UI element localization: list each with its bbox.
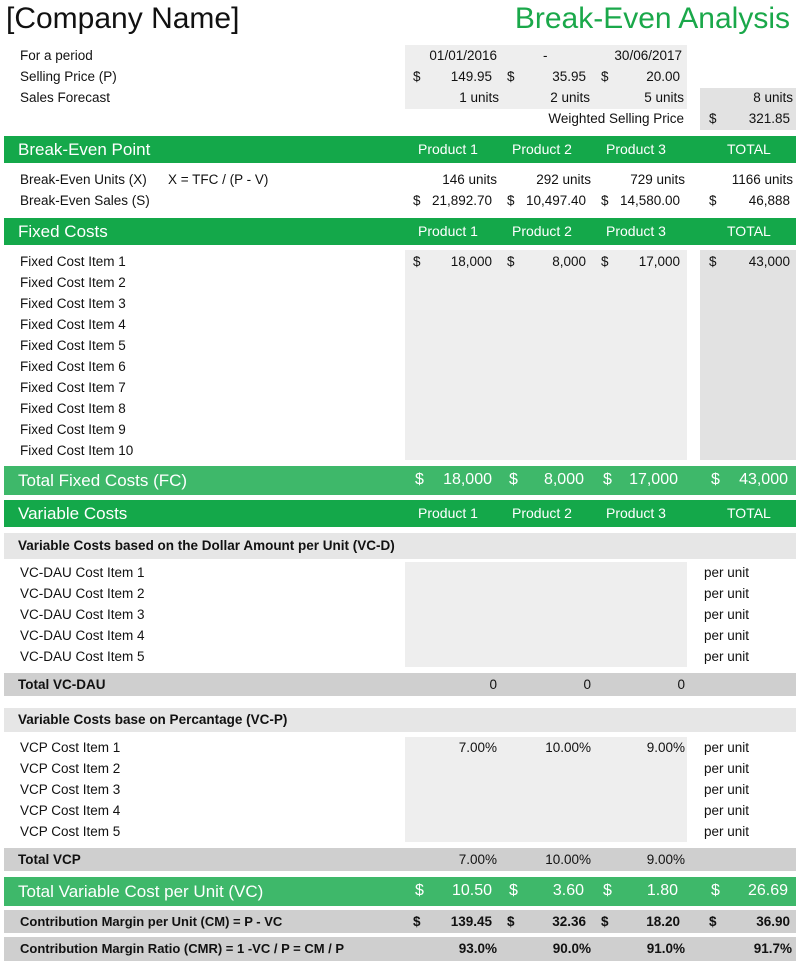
vcd-total-p1: 0	[489, 677, 497, 692]
tvc-p3: 1.80	[646, 882, 678, 899]
fixed-cost-item-label: Fixed Cost Item 9	[20, 422, 126, 437]
currency: $	[603, 882, 612, 899]
fixed-item1-p3[interactable]: 17,000	[638, 254, 680, 269]
fixed-header	[4, 218, 796, 245]
cm-p2: 32.36	[552, 914, 586, 929]
currency: $	[709, 111, 717, 126]
fixed-total-area	[700, 250, 796, 460]
col-product-1: Product 1	[418, 223, 478, 239]
price-label: Selling Price (P)	[20, 69, 117, 84]
cmr-label: Contribution Margin Ratio (CMR) = 1 -VC / P = CM / P	[20, 941, 345, 956]
currency: $	[709, 914, 717, 929]
bep-sales-p1: 21,892.70	[431, 193, 492, 208]
tvc-p1: 10.50	[451, 882, 492, 899]
fixed-cost-item-label: Fixed Cost Item 5	[20, 338, 126, 353]
wsp-label: Weighted Selling Price	[548, 111, 684, 126]
bep-units-total: 1166 units	[731, 172, 793, 187]
fixed-cost-item-label: Fixed Cost Item 4	[20, 317, 126, 332]
cmr-p2: 90.0%	[552, 941, 591, 956]
vcd-section-header	[4, 533, 796, 559]
currency: $	[413, 193, 421, 208]
vcp-total-p2: 10.00%	[545, 852, 591, 867]
fixed-total-label: Total Fixed Costs (FC)	[18, 471, 188, 490]
bep-sales-p2: 10,497.40	[525, 193, 586, 208]
vcp-cost-item-label: VCP Cost Item 3	[20, 782, 121, 797]
vcd-total-p3: 0	[677, 677, 685, 692]
fixed-input-area[interactable]	[405, 250, 687, 460]
bep-header	[4, 136, 796, 163]
bep-sales-total: 46,888	[748, 193, 790, 208]
vcp-total-p3: 9.00%	[646, 852, 685, 867]
fixed-cost-item-label: Fixed Cost Item 2	[20, 275, 126, 290]
cm-label: Contribution Margin per Unit (CM) = P - VC	[20, 914, 283, 929]
fixed-total-total: 43,000	[739, 471, 788, 488]
vcd-total-p2: 0	[583, 677, 591, 692]
per-unit-label: per unit	[704, 803, 750, 818]
cm-p3: 18.20	[646, 914, 680, 929]
tvc-label: Total Variable Cost per Unit (VC)	[18, 882, 264, 901]
vcd-title: Variable Costs based on the Dollar Amount per Unit (VC-D)	[18, 538, 395, 553]
tvc-row	[4, 877, 796, 906]
fixed-total-row	[4, 466, 796, 495]
col-product-2: Product 2	[512, 505, 572, 521]
currency: $	[507, 254, 515, 269]
bep-sales-label: Break-Even Sales (S)	[20, 193, 150, 208]
vcd-cost-item-label: VC-DAU Cost Item 5	[20, 649, 145, 664]
cm-total: 36.90	[756, 914, 790, 929]
currency: $	[413, 69, 421, 84]
currency: $	[709, 193, 717, 208]
vcd-cost-item-label: VC-DAU Cost Item 1	[20, 565, 145, 580]
currency: $	[601, 69, 609, 84]
cmr-p3: 91.0%	[646, 941, 685, 956]
col-product-2: Product 2	[512, 223, 572, 239]
page-title: Break-Even Analysis	[514, 2, 790, 35]
vcd-total-label: Total VC-DAU	[18, 677, 106, 692]
currency: $	[601, 193, 609, 208]
vcd-cost-item-label: VC-DAU Cost Item 3	[20, 607, 145, 622]
vcp-title: Variable Costs base on Percantage (VC-P)	[18, 712, 288, 727]
period-start[interactable]: 01/01/2016	[429, 48, 497, 63]
currency: $	[709, 254, 717, 269]
fixed-total-p1: 18,000	[443, 471, 492, 488]
vcp-total-label: Total VCP	[18, 852, 81, 867]
per-unit-label: per unit	[704, 565, 750, 580]
variable-header	[4, 500, 796, 527]
forecast-p3[interactable]: 5 units	[644, 90, 684, 105]
vcd-total-row	[4, 673, 796, 696]
cmr-row	[4, 937, 796, 961]
fixed-cost-item-label: Fixed Cost Item 1	[20, 254, 126, 269]
col-product-1: Product 1	[418, 141, 478, 157]
per-unit-label: per unit	[704, 761, 750, 776]
tvc-p2: 3.60	[552, 882, 584, 899]
fixed-cost-item-label: Fixed Cost Item 6	[20, 359, 126, 374]
currency: $	[415, 882, 424, 899]
currency: $	[507, 914, 515, 929]
vcd-cost-item-label: VC-DAU Cost Item 2	[20, 586, 145, 601]
fixed-total-p2: 8,000	[543, 471, 584, 488]
fixed-cost-item-label: Fixed Cost Item 10	[20, 443, 134, 458]
vcp-item1-p3[interactable]: 9.00%	[646, 740, 685, 755]
vcp-item1-p1[interactable]: 7.00%	[458, 740, 497, 755]
per-unit-label: per unit	[704, 649, 750, 664]
price-p1[interactable]: 149.95	[450, 69, 492, 84]
tvc-total: 26.69	[747, 882, 788, 899]
fixed-title: Fixed Costs	[18, 222, 108, 241]
vcp-section-header	[4, 708, 796, 732]
currency: $	[413, 254, 421, 269]
col-total: TOTAL	[727, 223, 771, 239]
vcp-item1-p2[interactable]: 10.00%	[545, 740, 591, 755]
vcd-input-area[interactable]	[405, 562, 687, 667]
forecast-label: Sales Forecast	[20, 90, 111, 105]
vcp-cost-item-label: VCP Cost Item 4	[20, 803, 121, 818]
vcd-cost-item-label: VC-DAU Cost Item 4	[20, 628, 145, 643]
bep-units-p1: 146 units	[442, 172, 497, 187]
currency: $	[601, 914, 609, 929]
bep-units-p3: 729 units	[630, 172, 685, 187]
bep-title: Break-Even Point	[18, 140, 151, 159]
currency: $	[507, 193, 515, 208]
vcp-cost-item-label: VCP Cost Item 2	[20, 761, 121, 776]
currency: $	[711, 882, 720, 899]
currency: $	[603, 471, 612, 488]
bep-formula: X = TFC / (P - V)	[168, 172, 269, 187]
col-product-3: Product 3	[606, 505, 666, 521]
vcp-cost-item-label: VCP Cost Item 1	[20, 740, 121, 755]
currency: $	[413, 914, 421, 929]
bep-units-label: Break-Even Units (X)	[20, 172, 147, 187]
fixed-cost-item-label: Fixed Cost Item 3	[20, 296, 126, 311]
wsp-value: 321.85	[748, 111, 790, 126]
period-dash: -	[543, 48, 548, 63]
currency: $	[711, 471, 720, 488]
period-end[interactable]: 30/06/2017	[614, 48, 682, 63]
fixed-cost-item-label: Fixed Cost Item 8	[20, 401, 126, 416]
period-label: For a period	[20, 48, 93, 63]
col-product-3: Product 3	[606, 141, 666, 157]
currency: $	[601, 254, 609, 269]
per-unit-label: per unit	[704, 607, 750, 622]
vcp-total-row	[4, 848, 796, 871]
cmr-p1: 93.0%	[458, 941, 497, 956]
col-product-1: Product 1	[418, 505, 478, 521]
per-unit-label: per unit	[704, 740, 750, 755]
company-name: [Company Name]	[6, 2, 240, 35]
fixed-item1-p1[interactable]: 18,000	[450, 254, 492, 269]
col-product-2: Product 2	[512, 141, 572, 157]
cm-row	[4, 910, 796, 933]
col-total: TOTAL	[727, 505, 771, 521]
price-p3[interactable]: 20.00	[646, 69, 680, 84]
bep-sales-p3: 14,580.00	[619, 193, 680, 208]
per-unit-label: per unit	[704, 628, 750, 643]
forecast-p2[interactable]: 2 units	[550, 90, 590, 105]
col-product-3: Product 3	[606, 223, 666, 239]
vcp-total-p1: 7.00%	[458, 852, 497, 867]
col-total: TOTAL	[727, 141, 771, 157]
vcp-cost-item-label: VCP Cost Item 5	[20, 824, 121, 839]
price-p2[interactable]: 35.95	[552, 69, 586, 84]
per-unit-label: per unit	[704, 782, 750, 797]
currency: $	[509, 471, 518, 488]
fixed-cost-item-label: Fixed Cost Item 7	[20, 380, 126, 395]
cmr-total: 91.7%	[753, 941, 792, 956]
currency: $	[415, 471, 424, 488]
forecast-total: 8 units	[753, 90, 793, 105]
per-unit-label: per unit	[704, 824, 750, 839]
per-unit-label: per unit	[704, 586, 750, 601]
variable-title: Variable Costs	[18, 504, 128, 523]
fixed-item1-p2[interactable]: 8,000	[552, 254, 586, 269]
cm-p1: 139.45	[450, 914, 492, 929]
currency: $	[509, 882, 518, 899]
currency: $	[507, 69, 515, 84]
fixed-total-p3: 17,000	[629, 471, 678, 488]
bep-units-p2: 292 units	[536, 172, 591, 187]
fixed-item1-total: 43,000	[748, 254, 790, 269]
forecast-p1[interactable]: 1 units	[459, 90, 499, 105]
